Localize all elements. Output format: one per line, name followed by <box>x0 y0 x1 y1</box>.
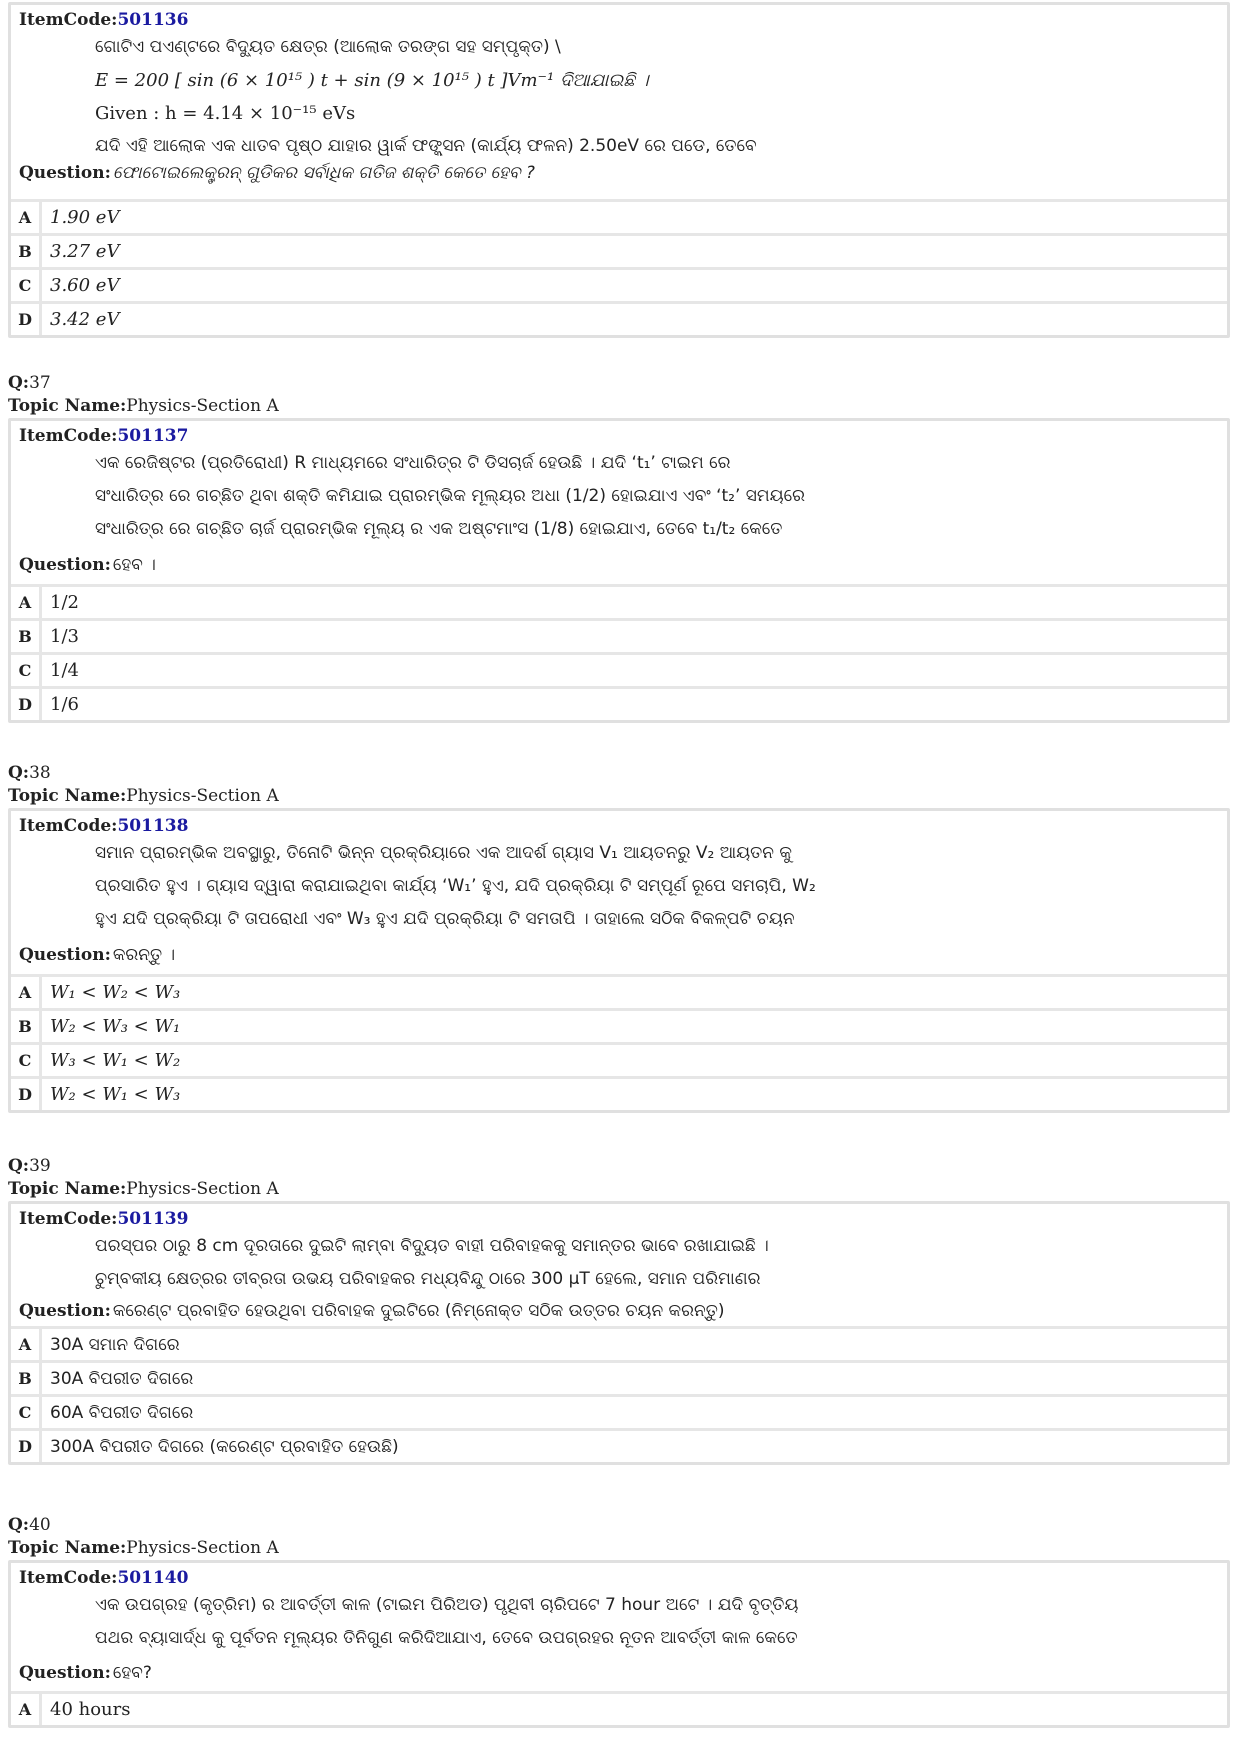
option-text: 40 hours <box>50 1699 131 1720</box>
option-text: 3.60 eV <box>50 275 120 296</box>
option-text: 1/2 <box>50 592 79 613</box>
option-text: 60A ବିପରୀତ ଦିଗରେ <box>50 1402 194 1423</box>
option-letter: B <box>18 627 32 646</box>
question-stem <box>19 31 1227 163</box>
option-text: 1/6 <box>50 694 79 715</box>
question-number: Q:40 <box>8 1515 51 1535</box>
topic-line: Topic Name:Physics-Section A <box>8 786 279 806</box>
stem-line: Given : h = 4.14 × 10⁻¹⁵ eVs <box>95 103 356 124</box>
option-text: 3.27 eV <box>50 241 120 262</box>
item-code: 501138 <box>117 816 189 836</box>
option-letter: C <box>18 1403 32 1422</box>
stem-line: ପଥର ବ୍ୟାସାର୍ଦ୍ଧ କୁ ପୂର୍ବତନ ମୂଲ୍ୟର ତିନିଗୁଣ କରିଦିଆଯାଏ, ତେବେ ଉପଗ୍ରହର ନୂତନ ଆବର୍ତ୍ତୀ କାଳ କେତେ <box>95 1628 798 1648</box>
stem-line: ସଂଧାରିତ୍ର ରେ ଗଚ୍ଛିତ ଚାର୍ଜ ପ୍ରାରମ୍ଭିକ ମୂଲ୍ୟ ର ଏକ ଅଷ୍ଟମାଂସ (1/8) ହୋଇଯାଏ, ତେବେ t₁/t₂ କେତେ <box>95 519 783 539</box>
question-number: Q:38 <box>8 763 51 783</box>
option-text: 30A ସମାନ ଦିଗରେ <box>50 1334 180 1355</box>
stem-line: ଏକ ରେଜିଷ୍ଟର (ପ୍ରତିରୋଧୀ) R ମାଧ୍ୟମରେ ସଂଧାରିତ୍ର ଟି ଡିସଚାର୍ଜ ହେଉଛି । ଯଦି ‘t₁’ ଟାଇମ ରେ <box>95 453 731 473</box>
option-letter: A <box>18 593 32 612</box>
option-letter: B <box>18 1017 32 1036</box>
option-row[interactable] <box>11 618 1227 652</box>
question-stem <box>19 837 1227 936</box>
option-text: 3.42 eV <box>50 309 120 330</box>
question-text: କରନ୍ତୁ । <box>112 945 176 965</box>
stem-line: ଚୁମ୍ବକୀୟ କ୍ଷେତ୍ରର ତୀବ୍ରତା ଉଭୟ ପରିବାହକର ମଧ୍ୟବିନ୍ଦୁ ଠାରେ 300 μT ହେଲେ, ସମାନ ପରିମାଣର <box>95 1269 761 1289</box>
option-letter: C <box>18 661 32 680</box>
item-code: 501136 <box>117 10 189 30</box>
question-label: Question: <box>19 555 111 575</box>
question-text: ହେବ? <box>112 1663 152 1683</box>
stem-line: ଗୋଟିଏ ପଏଣ୍ଟରେ ବିଦ୍ୟୁତ କ୍ଷେତ୍ର (ଆଲୋକ ତରଙ୍ଗ ସହ ସମ୍ପୃକ୍ତ) \ <box>95 37 561 57</box>
question-block <box>8 2 1230 338</box>
stem-line: ପ୍ରସାରିତ ହୁଏ । ଗ୍ୟାସ ଦ୍ୱାରା କରାଯାଇଥିବା କାର୍ଯ୍ୟ ‘W₁’ ହୁଏ, ଯଦି ପ୍ରକ୍ରିୟା ଟି ସମ୍ପୂର୍ଣ ରୂପେ ସମଚାପି, W₂ <box>95 876 816 896</box>
item-code-label: ItemCode: <box>19 1568 118 1588</box>
question-block <box>8 762 1230 1113</box>
option-row[interactable] <box>11 686 1227 720</box>
stem-line: ଏକ ଉପଗ୍ରହ (କୃତ୍ରିମ) ର ଆବର୍ତ୍ତୀ କାଳ (ଟାଇମ ପିରିଅଡ) ପୃଥିବୀ ଚାରିପଟେ 7 hour ଅଟେ । ଯଦି ବୃତ୍ତିୟ <box>95 1595 799 1615</box>
item-code-label: ItemCode: <box>19 426 118 446</box>
item-code-line <box>19 1567 1227 1589</box>
option-text: W₂ < W₃ < W₁ <box>50 1016 181 1037</box>
option-text: 1/4 <box>50 660 79 681</box>
option-row[interactable] <box>11 1428 1227 1462</box>
item-code-line <box>19 425 1227 447</box>
question-card <box>8 808 1230 1113</box>
option-row[interactable] <box>11 974 1227 1008</box>
stem-line: ହୁଏ ଯଦି ପ୍ରକ୍ରିୟା ଟି ତାପରୋଧୀ ଏବଂ W₃ ହୁଏ ଯଦି ପ୍ରକ୍ରିୟା ଟି ସମତାପି । ତାହାଲେ ସଠିକ ବିକଳ୍ପଟି ଚୟନ <box>95 909 795 929</box>
option-row[interactable] <box>11 1042 1227 1076</box>
question-text: କରେଣ୍ଟ ପ୍ରବାହିତ ହେଉଥିବା ପରିବାହକ ଦୁଇଟିରେ (ନିମ୍ନୋକ୍ତ ସଠିକ ଉତ୍ତର ଚୟନ କରନ୍ତୁ) <box>112 1301 725 1321</box>
question-card <box>8 1560 1230 1728</box>
option-letter: A <box>18 208 32 227</box>
item-code-label: ItemCode: <box>19 1209 118 1229</box>
option-letter: C <box>18 1051 32 1070</box>
item-code-line <box>19 9 1227 31</box>
stem-line: ପରସ୍ପର ଠାରୁ 8 cm ଦୂରତାରେ ଦୁଇଟି ଲାମ୍ବା ବିଦ୍ୟୁତ ବାହୀ ପରିବାହକକୁ ସମାନ୍ତର ଭାବେ ରଖାଯାଇଛି । <box>95 1236 769 1256</box>
option-letter: B <box>18 242 32 261</box>
stem-line: ସଂଧାରିତ୍ର ରେ ଗଚ୍ଛିତ ଥିବା ଶକ୍ତି କମିଯାଇ ପ୍ରାରମ୍ଭିକ ମୂଲ୍ୟର ଅଧା (1/2) ହୋଇଯାଏ ଏବଂ ‘t₂’ ସମୟରେ <box>95 486 806 506</box>
stem-line: E = 200 [ sin (6 × 10¹⁵ ) t + sin (9 × 10¹⁵ ) t ]Vm⁻¹ ଦିଆଯାଇଛି । <box>95 70 649 91</box>
option-text: W₂ < W₁ < W₃ <box>50 1084 181 1105</box>
item-code-line <box>19 1208 1227 1230</box>
option-row[interactable] <box>11 1360 1227 1394</box>
option-text: 30A ବିପରୀତ ଦିଗରେ <box>50 1368 194 1389</box>
topic-line: Topic Name:Physics-Section A <box>8 1179 279 1199</box>
option-letter: A <box>18 1335 32 1354</box>
question-stem <box>19 1589 1227 1655</box>
topic-line: Topic Name:Physics-Section A <box>8 396 279 416</box>
question-card <box>8 2 1230 338</box>
option-text: W₃ < W₁ < W₂ <box>50 1050 181 1071</box>
question-stem <box>19 447 1227 546</box>
option-row[interactable] <box>11 1076 1227 1110</box>
option-row[interactable] <box>11 1326 1227 1360</box>
option-text: 300A ବିପରୀତ ଦିଗରେ (କରେଣ୍ଟ ପ୍ରବାହିତ ହେଉଛି) <box>50 1436 399 1457</box>
question-block <box>8 1514 1230 1728</box>
item-code-line <box>19 815 1227 837</box>
question-line <box>19 936 1227 974</box>
option-row[interactable] <box>11 267 1227 301</box>
question-line <box>19 1655 1227 1691</box>
question-text: ଫୋଟୋଇଲେକ୍ଟ୍ରନ୍ ଗୁଡିକର ସର୍ବାଧିକ ଗତିଜ ଶକ୍ତି କେତେ ହେବ ? <box>112 163 535 183</box>
question-line <box>19 163 1227 199</box>
question-label: Question: <box>19 163 111 183</box>
option-row[interactable] <box>11 301 1227 335</box>
question-text: ହେବ । <box>112 555 156 575</box>
question-number: Q:39 <box>8 1156 51 1176</box>
option-letter: A <box>18 983 32 1002</box>
question-number: Q:37 <box>8 373 51 393</box>
stem-line: ସମାନ ପ୍ରାରମ୍ଭିକ ଅବସ୍ଥାରୁ, ତିନୋଟି ଭିନ୍ନ ପ୍ରକ୍ରିୟାରେ ଏକ ଆଦର୍ଶ ଗ୍ୟାସ V₁ ଆୟତନରୁ V₂ ଆୟତନ କୁ <box>95 843 792 863</box>
question-label: Question: <box>19 1301 111 1321</box>
option-letter: A <box>18 1700 32 1719</box>
item-code: 501137 <box>117 426 189 446</box>
question-line <box>19 1296 1227 1326</box>
option-letter: D <box>18 310 32 329</box>
option-text: 1.90 eV <box>50 207 120 228</box>
question-label: Question: <box>19 1663 111 1683</box>
option-row[interactable] <box>11 1008 1227 1042</box>
item-code: 501139 <box>117 1209 189 1229</box>
option-letter: D <box>18 1085 32 1104</box>
item-code-label: ItemCode: <box>19 10 118 30</box>
topic-line: Topic Name:Physics-Section A <box>8 1538 279 1558</box>
option-row[interactable] <box>11 1691 1227 1725</box>
option-row[interactable] <box>11 1394 1227 1428</box>
question-line <box>19 546 1227 584</box>
question-block <box>8 372 1230 723</box>
item-code-label: ItemCode: <box>19 816 118 836</box>
option-row[interactable] <box>11 199 1227 233</box>
option-text: 1/3 <box>50 626 79 647</box>
question-label: Question: <box>19 945 111 965</box>
item-code: 501140 <box>117 1568 189 1588</box>
option-letter: D <box>18 695 32 714</box>
stem-line: ଯଦି ଏହି ଆଲୋକ ଏକ ଧାତବ ପୃଷ୍ଠ ଯାହାର ୱାର୍କ ଫଙ୍କ୍ସନ (କାର୍ଯ୍ୟ ଫଳନ) 2.50eV ରେ ପଡେ, ତେବେ <box>95 136 757 156</box>
option-letter: D <box>18 1437 32 1456</box>
question-block <box>8 1155 1230 1465</box>
option-row[interactable] <box>11 584 1227 618</box>
option-row[interactable] <box>11 233 1227 267</box>
question-card <box>8 418 1230 723</box>
option-letter: B <box>18 1369 32 1388</box>
option-letter: C <box>18 276 32 295</box>
question-card <box>8 1201 1230 1465</box>
option-text: W₁ < W₂ < W₃ <box>50 982 181 1003</box>
option-row[interactable] <box>11 652 1227 686</box>
question-stem <box>19 1230 1227 1296</box>
